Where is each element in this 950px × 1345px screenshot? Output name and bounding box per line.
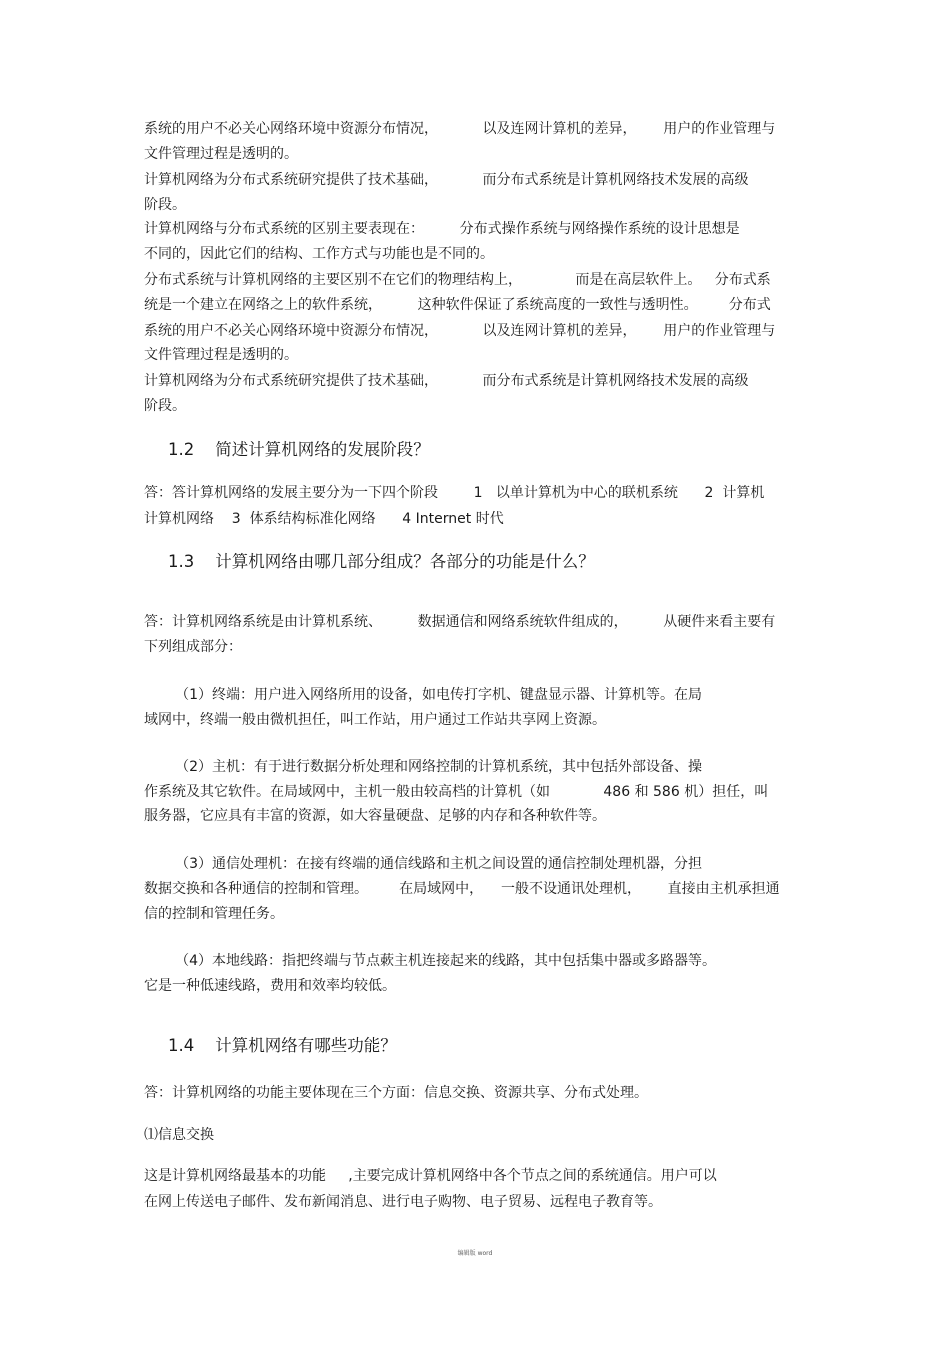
list-item-line: （3）通信处理机：在接有终端的通信线路和主机之间设置的通信控制处理机器，分担 [144, 856, 703, 872]
body-line: 不同的，因此它们的结构、工作方式与功能也是不同的。 [144, 246, 494, 262]
body-line: 系统的用户不必关心网络环境中资源分布情况， 以及连网计算机的差异， 用户的作业管理与 [144, 323, 776, 339]
list-item-line: 作系统及其它软件。在局域网中，主机一般由较高档的计算机（如 486 和 586 机）担任，叫 [144, 784, 769, 800]
answer-line: 计算机网络 3 体系结构标准化网络 4 Internet 时代 [144, 511, 504, 527]
body-line: 计算机网络为分布式系统研究提供了技术基础， 而分布式系统是计算机网络技术发展的高级 [144, 172, 749, 188]
body-line: 统是一个建立在网络之上的软件系统， 这种软件保证了系统高度的一致性与透明性。 分布式 [144, 297, 771, 313]
list-item-line: 服务器，它应具有丰富的资源，如大容量硬盘、足够的内存和各种软件等。 [144, 808, 606, 824]
list-item-line: 数据交换和各种通信的控制和管理。 在局域网中， 一般不设通讯处理机， 直接由主机承担通 [144, 881, 780, 897]
body-line: 计算机网络与分布式系统的区别主要表现在： 分布式操作系统与网络操作系统的设计思想是 [144, 221, 740, 237]
section-heading-1-3: 1.3 计算机网络由哪几部分组成？各部分的功能是什么？ [168, 552, 595, 571]
answer-line: 答：计算机网络的功能主要体现在三个方面：信息交换、资源共享、分布式处理。 [144, 1085, 648, 1101]
list-item-line: 信的控制和管理任务。 [144, 906, 284, 922]
page-footer: 编辑版 word [457, 1250, 493, 1257]
body-line: 系统的用户不必关心网络环境中资源分布情况， 以及连网计算机的差异， 用户的作业管理与 [144, 121, 776, 137]
body-line: 文件管理过程是透明的。 [144, 347, 298, 363]
subheading: ⑴信息交换 [144, 1127, 214, 1143]
body-line: 计算机网络为分布式系统研究提供了技术基础， 而分布式系统是计算机网络技术发展的高级 [144, 373, 749, 389]
body-line: 文件管理过程是透明的。 [144, 146, 298, 162]
body-line: 这是计算机网络最基本的功能 ,主要完成计算机网络中各个节点之间的系统通信。用户可以 [144, 1168, 717, 1184]
list-item-line: 域网中，终端一般由微机担任，叫工作站，用户通过工作站共享网上资源。 [144, 712, 606, 728]
answer-line: 答：计算机网络系统是由计算机系统、 数据通信和网络系统软件组成的， 从硬件来看主要有 [144, 614, 776, 630]
list-item-line: 它是一种低速线路，费用和效率均较低。 [144, 978, 396, 994]
body-line: 阶段。 [144, 398, 186, 414]
body-line: 在网上传送电子邮件、发布新闻消息、进行电子购物、电子贸易、远程电子教育等。 [144, 1194, 662, 1210]
section-heading-1-2: 1.2 简述计算机网络的发展阶段？ [168, 440, 430, 459]
answer-line: 下列组成部分： [144, 639, 242, 655]
list-item-line: （2）主机：有于进行数据分析处理和网络控制的计算机系统，其中包括外部设备、操 [144, 759, 703, 775]
body-line: 阶段。 [144, 197, 186, 213]
list-item-line: （1）终端：用户进入网络所用的设备，如电传打字机、键盘显示器、计算机等。在局 [144, 687, 703, 703]
answer-line: 答：答计算机网络的发展主要分为一下四个阶段 1 以单计算机为中心的联机系统 2 计算机 [144, 485, 765, 501]
body-line: 分布式系统与计算机网络的主要区别不在它们的物理结构上， 而是在高层软件上。 分布式系 [144, 272, 771, 288]
list-item-line: （4）本地线路：指把终端与节点蔌主机连接起来的线路，其中包括集中器或多路器等。 [144, 953, 717, 969]
section-heading-1-4: 1.4 计算机网络有哪些功能？ [168, 1036, 397, 1055]
